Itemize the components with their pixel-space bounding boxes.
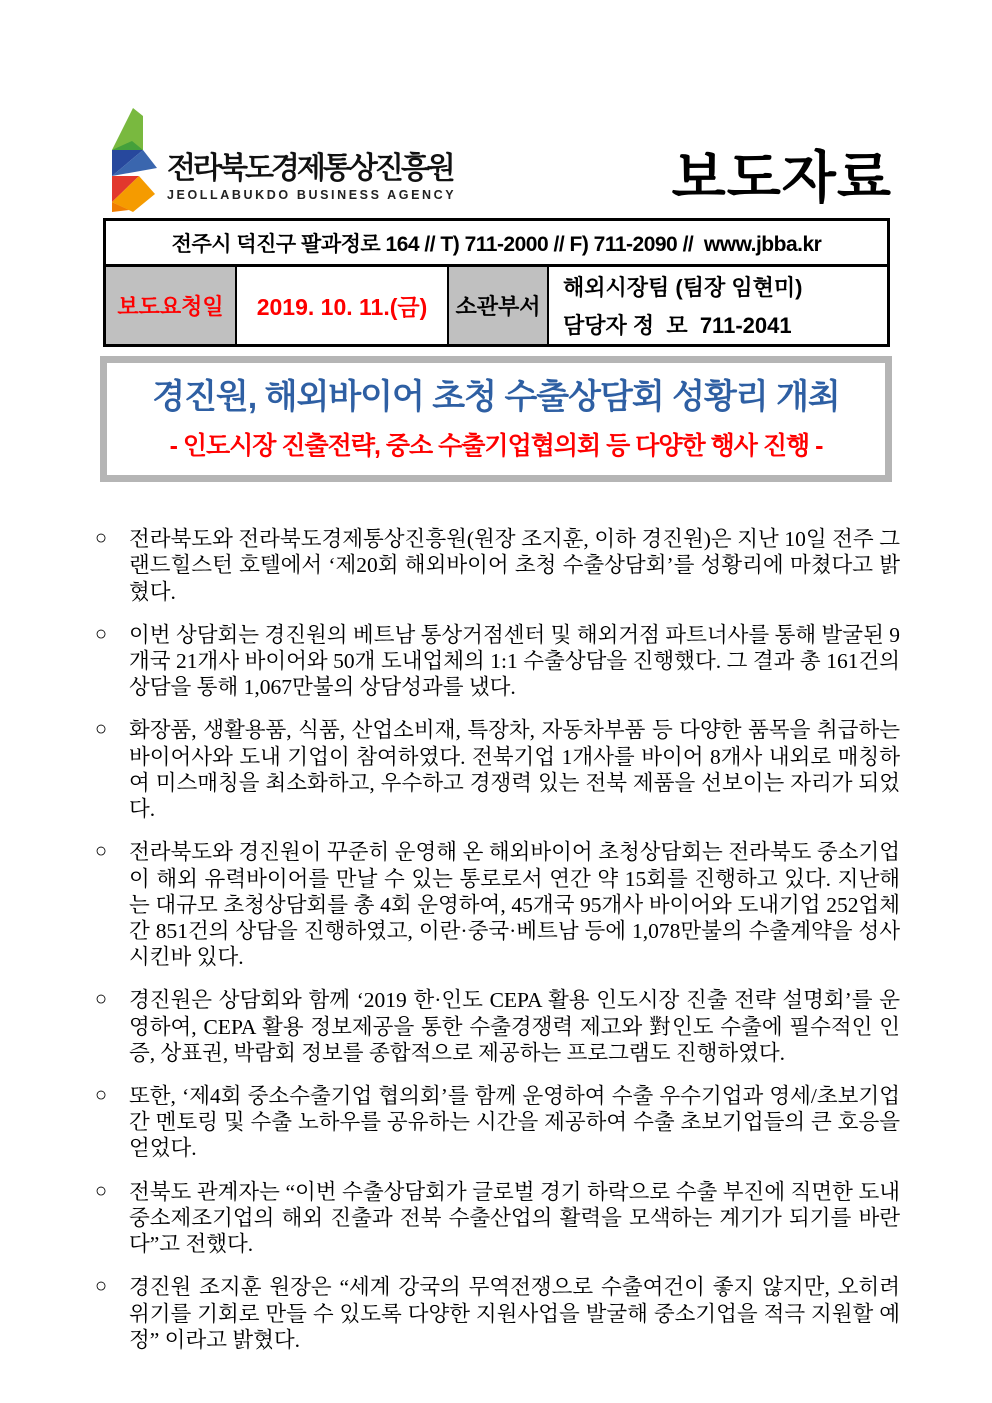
circle-bullet-icon: ○ (95, 840, 108, 863)
org-name-korean: 전라북도경제통상진흥원 (167, 152, 453, 185)
headline-box (100, 356, 892, 482)
paragraph-text: 경진원은 상담회와 함께 ‘2019 한·인도 CEPA 활용 인도시장 진출 전략 설명회’를 운영하여, CEPA 활용 정보제공을 통한 수출경쟁력 제고와 對인도 수출에 필수적인 인증, 상표권, 박람회 정보를 종합적으로 제공하는 프로그램도 진행하였다. (129, 988, 900, 1065)
body-paragraph (95, 1179, 900, 1258)
body-paragraph (95, 526, 900, 605)
circle-bullet-icon: ○ (95, 718, 108, 741)
agency-logo-text (167, 152, 456, 214)
document-type-title: 보도자료 (671, 146, 892, 209)
page-header (103, 106, 892, 214)
paragraph-text: 전북도 관계자는 “이번 수출상담회가 글로벌 경기 하락으로 수출 부진에 직면한 도내 중소제조기업의 해외 진출과 전북 수출산업의 활력을 모색하는 계기가 되기를 바란다”고 전했다. (129, 1179, 900, 1257)
body-paragraph (95, 987, 900, 1066)
paragraph-text: 경진원 조지훈 원장은 “세계 강국의 무역전쟁으로 수출여건이 좋지 않지만, 오히려 위기를 기회로 만들 수 있도록 다양한 지원사업을 발굴해 중소기업을 적극 지원할 예정” 이라고 밝혔다. (129, 1275, 900, 1352)
org-name-english: JEOLLABUKDO BUSINESS AGENCY (167, 188, 457, 202)
paragraph-text: 이번 상담회는 경진원의 베트남 통상거점센터 및 해외거점 파트너사를 통해 발굴된 9개국 21개사 바이어와 50개 도내업체의 1:1 수출상담을 진행했다. 그 결과 총 161건의 상담을 통해 1,067만불의 상담성과를 냈다. (129, 622, 900, 700)
circle-bullet-icon: ○ (95, 1275, 108, 1298)
press-info-row (106, 267, 887, 344)
body-paragraph (95, 622, 900, 701)
press-info-table (103, 218, 890, 347)
circle-bullet-icon: ○ (95, 988, 108, 1011)
department-team-line: 해외시장팀 (팀장 임현미) (563, 275, 803, 300)
department-label: 소관부서 (449, 267, 549, 344)
headline-title: 경진원, 해외바이어 초청 수출상담회 성황리 개최 (152, 378, 840, 416)
paragraph-text: 전라북도와 전라북도경제통상진흥원(원장 조지훈, 이하 경진원)은 지난 10일 전주 그랜드힐스턴 호텔에서 ‘제20회 해외바이어 초청 수출상담회’를 성황리에 마쳤다고 밝혔다. (129, 527, 900, 604)
release-date-value: 2019. 10. 11.(금) (237, 267, 449, 344)
paragraph-text: 전라북도와 경진원이 꾸준히 운영해 온 해외바이어 초청상담회는 전라북도 중소기업이 해외 유력바이어를 만날 수 있는 통로로서 연간 약 15회를 진행하고 있다. 지난해는 대규모 초청상담회를 총 4회 운영하여, 45개국 95개사 바이어와 도내기업 252업체 간 851건의 상담을 진행하였고, 이란·중국·베트남 등에 1,078만불의 수출계약을 성사시킨바 있다. (129, 840, 900, 970)
agency-address-line: 전주시 덕진구 팔과정로 164 // T) 711-2000 // F) 711-2090 // www.jbba.kr (106, 221, 887, 267)
department-contact (549, 267, 887, 344)
agency-logo (103, 106, 456, 214)
paragraph-text: 또한, ‘제4회 중소수출기업 협의회’를 함께 운영하여 수출 우수기업과 영세/초보기업 간 멘토링 및 수출 노하우를 공유하는 시간을 제공하여 수출 초보기업들의 큰 호응을 얻었다. (129, 1084, 900, 1161)
department-person-line: 담당자 정 모 711-2041 (563, 313, 792, 338)
body-paragraph (95, 1274, 900, 1353)
paragraph-text: 화장품, 생활용품, 식품, 산업소비재, 특장차, 자동차부품 등 다양한 품목을 취급하는 바이어사와 도내 기업이 참여하였다. 전북기업 1개사를 바이어 8개사 내외로 매칭하여 미스매칭을 최소화하고, 우수하고 경쟁력 있는 전북 제품을 선보이는 자리가 되었다. (129, 718, 900, 822)
circle-bullet-icon: ○ (95, 622, 108, 645)
agency-logo-icon (103, 106, 159, 214)
release-date-label: 보도요청일 (106, 267, 237, 344)
body-paragraph (95, 839, 900, 970)
body-paragraph (95, 717, 900, 822)
circle-bullet-icon: ○ (95, 1084, 108, 1107)
headline-subtitle: - 인도시장 진출전략, 중소 수출기업협의회 등 다양한 행사 진행 - (169, 432, 823, 461)
body-paragraph (95, 1083, 900, 1162)
circle-bullet-icon: ○ (95, 527, 108, 550)
circle-bullet-icon: ○ (95, 1179, 108, 1202)
press-release-body (95, 526, 900, 1353)
